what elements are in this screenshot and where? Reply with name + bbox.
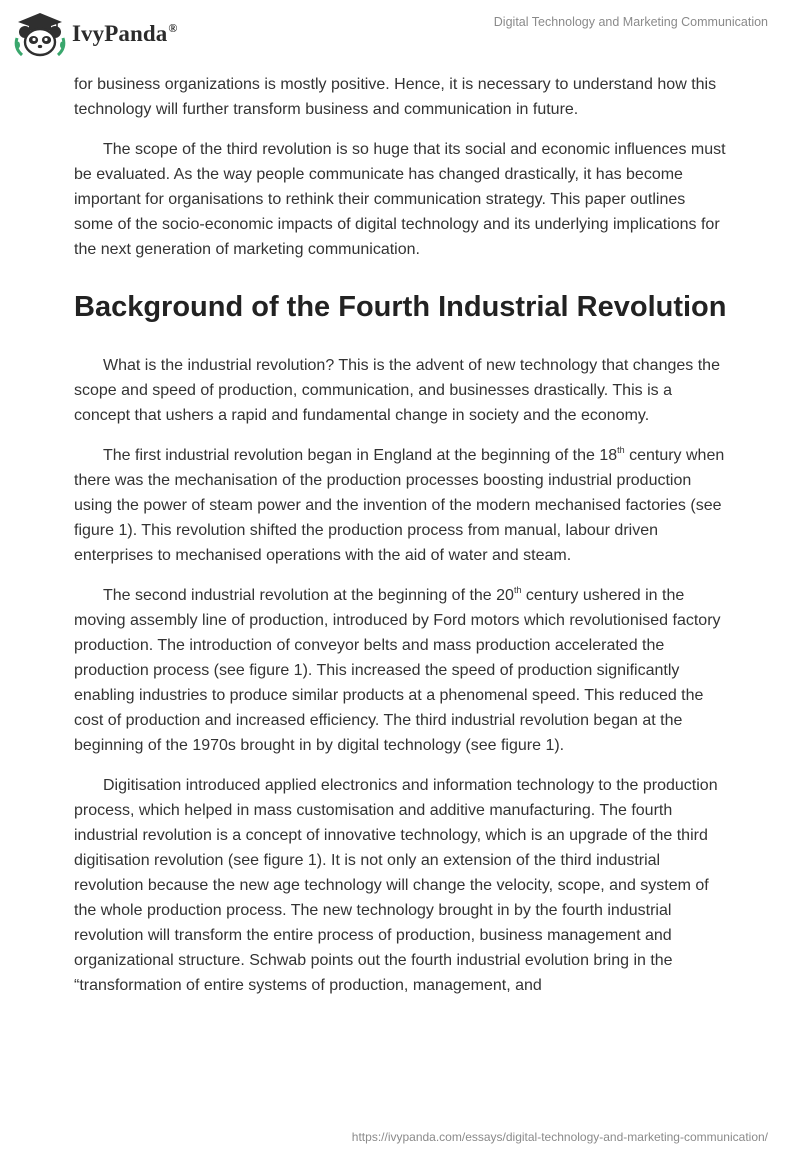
registered-mark: ®: [168, 21, 178, 35]
brand-name: IvyPanda®: [72, 21, 178, 46]
page-header-title: Digital Technology and Marketing Communication: [493, 15, 768, 29]
paragraph-5: The second industrial revolution at the beginning of the 20th century ushered in the moving assembly line of production, introduced by Ford motors which revolutionised factory production. The introduction of conveyor belts and mass production accelerated the production process (see figure 1). This increased the speed of production significantly enabling industries to produce similar products at a phenomenal speed. This reduced the cost of production and increased efficiency. The third industrial revolution began at the beginning of the 1970s brought in by digital technology (see figure 1).: [74, 585, 721, 754]
brand-logo[interactable]: [12, 8, 177, 60]
article-body: [74, 72, 728, 1013]
panda-mascot-icon: [12, 8, 68, 60]
paragraph-1: for business organizations is mostly positive. Hence, it is necessary to understand how this technology will further transform business and communication in future.: [74, 76, 717, 118]
paragraph-2: The scope of the third revolution is so huge that its social and economic influences must be evaluated. As the way people communicate has changed drastically, it has become important for organisations to rethink their communication strategy. This paper outlines some of the socio-economic impacts of digital technology and its underlying implications for the next generation of marketing communication.: [74, 141, 726, 258]
superscript-th: th: [513, 585, 522, 595]
paragraph-4: The first industrial revolution began in England at the beginning of the 18th century when there was the mechanisation of the production processes boosting industrial production using the power of steam power and the invention of the modern mechanised factories (see figure 1). This revolution shifted the production process from manual, labour driven enterprises to mechanised operations with the aid of water and steam.: [74, 445, 725, 564]
source-url[interactable]: https://ivypanda.com/essays/digital-technology-and-marketing-communication/: [351, 1130, 768, 1144]
paragraph-3: What is the industrial revolution? This is the advent of new technology that changes the scope and speed of production, communication, and businesses drastically. This is a concept that ushers a rapid and fundamental change in society and the economy.: [74, 357, 720, 424]
paragraph-6: Digitisation introduced applied electronics and information technology to the production process, which helped in mass customisation and additive manufacturing. The fourth industrial revolution is a concept of innovative technology, which is an upgrade of the third digitisation revolution (see figure 1). It is not only an extension of the third industrial revolution because the new age technology will change the velocity, scope, and system of the whole production process. The new technology brought in by the fourth industrial revolution will transform the entire process of production, business management and organizational structure. Schwab points out the fourth industrial evolution bring in the “transformation of entire systems of production, management, and: [74, 777, 718, 994]
superscript-th: th: [617, 445, 625, 455]
section-heading: Background of the Fourth Industrial Revolution: [74, 291, 727, 323]
